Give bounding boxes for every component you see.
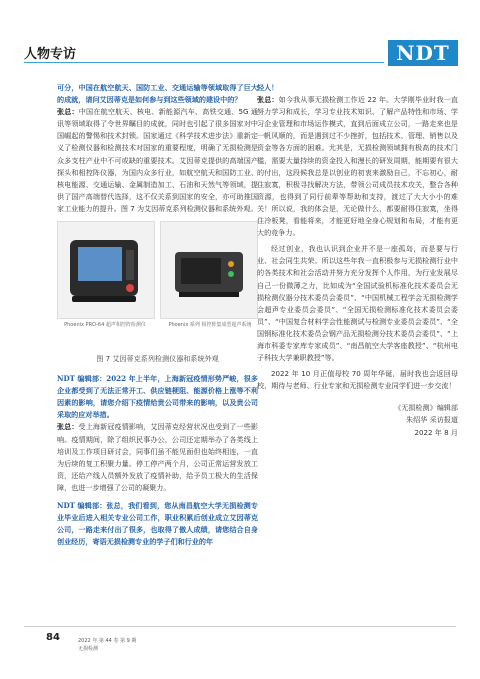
signature-editor: 《无损检测》编辑部: [394, 403, 458, 413]
question-3: NDT 编辑部：张总，我们看到，您从南昌航空大学无损检测专业毕业后进入相关专业公司工作，职业积累后创业成立艾因蒂克公司，一路走来付出了很多，也取得了傲人成绩，请您结合自身创业经历，寄语无损检测专业的学子们和行业的年: [57, 500, 258, 547]
integrated-system-image: [160, 221, 258, 319]
answer-2-text: 受上海新冠疫情影响，艾因蒂克经营状况也受到了一些影响。疫情期间，除了组织民事办公，公司还定期举办了各类线上培训及工作项目研讨会，同事们虽不能见面但也始终相连，一直为后续的复工积聚力量。停工停产两个月，公司正常运营发放工资，还给产线人员额外发放了疫情补助，给予员工极大的生活保障，也进一步增强了公司的凝聚力。: [57, 422, 258, 492]
question-2: NDT 编辑部：2022 年上半年，上海新冠疫情形势严峻，很多企业都受到了无法正常开工、供应链梗阻、能源价格上涨等不利因素的影响，请您介绍下疫情给贵公司带来的影响，以及贵公司采取的应对举措。: [57, 374, 258, 420]
journal-issue: 2022 年 第 44 卷 第 9 期: [78, 638, 137, 644]
answer-3-speaker: 张总：: [257, 95, 279, 105]
image-a-caption: Phoenix PRO-64 超声相控阵检测仪: [64, 322, 146, 329]
answer-1-speaker: 张总：: [57, 107, 79, 117]
image-b-caption: Phoenix 系列 相控阵集成型超声系统: [168, 322, 252, 329]
figure-caption: 图 7 艾因蒂克系列检测仪器和系统外观: [96, 354, 219, 364]
integrated-system-icon: [161, 222, 257, 318]
left-column: [57, 82, 258, 548]
question-3-end: 轻人！: [257, 83, 279, 92]
product-figure: [57, 221, 258, 367]
header-divider: [24, 62, 384, 63]
signature-reporter: 朱绍华 采访报道: [406, 415, 458, 425]
paragraph-anniversary: 2022 年 10 月正值母校 70 周年华诞，届时我也会返回母校，期待与老师、行业专家和无损检测专业同学们进一步交流！: [257, 369, 458, 391]
journal-name: 无损检测: [78, 646, 99, 652]
answer-3-text: 如今我从事无损检测工作近 22 年。大学刚毕业时我一直努力学习和成长，学习专业技术知识、了解产品特性和市场、学习企业管理和市场运作模式，直到后面成立公司，一路走来也是一帆风顺的，而是遇到过不少挫折，包括技术、管理、销售以及资金等各方面的困难。尤其是，无损检测领域拥有极高的技术门槛，需要大量持续的资金投入和漫长的研发周期，能期要有很大的付出，这段候我总是以创业的初衷来激励自己，不忘初心，耐住寂寞，积极寻找解决方法，带领公司成员技术攻关，整合各种资源，也得到了同行前辈等帮助和支持，渡过了大大小小的难关！所以说，我的体会是，无论做什么，都要耐得住寂寞，坐得住冷板凳，看能将来，才能更好地全身心规划和布局，才能有更大的竞争力。: [257, 95, 458, 238]
flaw-detector-icon: [58, 222, 154, 318]
ndt-logo: NDT: [388, 40, 458, 66]
paragraph-industry: 经过创业，我也认识到企业并不是一座孤岛，而是要与行业、社会同生共荣。所以这些年我一直积极参与无损检测行业中的各类技术和社会活动并努力充分发挥个人作用，为行业发展尽自己一份微薄之力，比如成为“全国试验机标准化技术委员会无损检测仪器分技术委员会委员”、“中国机械工程学会无损检测学会超声专业委员会委员”、“全国无损检测标准化技术委员会委员”、“中国复合材料学会性能测试与检测专业委员会委员”、“全国钢标准化技术委员会钢产品无损检测分技术委员会委员”、“上海市科委专家库专家成员”、“南昌航空大学客座教授”、“杭州电子科技大学兼职教授”等。: [257, 244, 458, 363]
section-title: 人物专访: [24, 47, 77, 62]
right-column: [257, 82, 458, 439]
page-header: [0, 0, 480, 70]
signature-date: 2022 年 8 月: [414, 427, 458, 437]
answer-2-speaker: 张总：: [57, 422, 79, 432]
footer-divider: [24, 626, 456, 627]
question-1: 可分，中国在航空航天、国防工业、交通运输等领域取得了巨大的成就，请问艾因蒂克是如何参与到这些领域的建设中的？: [57, 83, 258, 105]
page-number: 84: [46, 632, 60, 643]
answer-1-text: 中国在航空航天、核电、新能源汽车、高铁交通、5G 通讯等领域取得了令世界瞩目的成就，同时也引起了很多国家对中国崛起的警惕和技术封锁。国家通过《科学技术进步法》重新定义了检测仪器和检测技术对国家的重要程度，明确了无损检测是众多支柱产业中不可或缺的重要技术。艾因蒂克提供的高端国产探头和相控阵仪器，为国内众多行业，如航空航天和国防工业、核电能源、交通运输、金属制造加工、石油和天然气等领域，提供了国产高端替代选择，这不仅关系到国家的安全，亦可助推国家工业能力的提升。图 7 为艾因蒂克系列检测仪器和系统外观。: [57, 107, 259, 213]
flaw-detector-image: [57, 221, 155, 319]
